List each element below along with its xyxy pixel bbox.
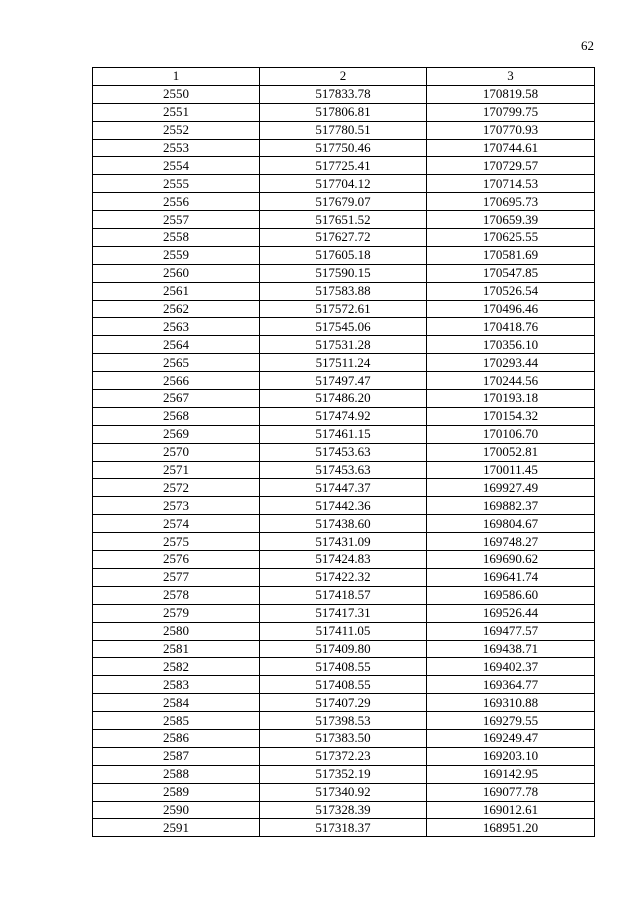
x-coordinate-cell: 517352.19 bbox=[260, 765, 427, 783]
x-coordinate-cell: 517431.09 bbox=[260, 533, 427, 551]
point-number-cell: 2585 bbox=[93, 712, 260, 730]
y-coordinate-cell: 170625.55 bbox=[427, 229, 595, 247]
point-number-cell: 2558 bbox=[93, 229, 260, 247]
x-coordinate-cell: 517651.52 bbox=[260, 211, 427, 229]
point-number-cell: 2578 bbox=[93, 586, 260, 604]
y-coordinate-cell: 170496.46 bbox=[427, 300, 595, 318]
x-coordinate-cell: 517398.53 bbox=[260, 712, 427, 730]
table-row bbox=[93, 604, 595, 622]
table-row bbox=[93, 390, 595, 408]
point-number-cell: 2559 bbox=[93, 246, 260, 264]
x-coordinate-cell: 517511.24 bbox=[260, 354, 427, 372]
table-row bbox=[93, 157, 595, 175]
table-row bbox=[93, 300, 595, 318]
x-coordinate-cell: 517328.39 bbox=[260, 801, 427, 819]
y-coordinate-cell: 169249.47 bbox=[427, 729, 595, 747]
table-row bbox=[93, 282, 595, 300]
x-coordinate-cell: 517572.61 bbox=[260, 300, 427, 318]
point-number-cell: 2557 bbox=[93, 211, 260, 229]
x-coordinate-cell: 517372.23 bbox=[260, 747, 427, 765]
table-row bbox=[93, 694, 595, 712]
x-coordinate-cell: 517725.41 bbox=[260, 157, 427, 175]
point-number-cell: 2583 bbox=[93, 676, 260, 694]
x-coordinate-cell: 517411.05 bbox=[260, 622, 427, 640]
column-header-3: 3 bbox=[427, 68, 595, 86]
y-coordinate-cell: 170799.75 bbox=[427, 103, 595, 121]
table-row bbox=[93, 461, 595, 479]
x-coordinate-cell: 517474.92 bbox=[260, 407, 427, 425]
table-row bbox=[93, 533, 595, 551]
x-coordinate-cell: 517318.37 bbox=[260, 819, 427, 837]
point-number-cell: 2569 bbox=[93, 425, 260, 443]
point-number-cell: 2564 bbox=[93, 336, 260, 354]
table-row bbox=[93, 801, 595, 819]
x-coordinate-cell: 517409.80 bbox=[260, 640, 427, 658]
y-coordinate-cell: 170695.73 bbox=[427, 193, 595, 211]
x-coordinate-cell: 517418.57 bbox=[260, 586, 427, 604]
point-number-cell: 2556 bbox=[93, 193, 260, 211]
x-coordinate-cell: 517679.07 bbox=[260, 193, 427, 211]
table-row bbox=[93, 747, 595, 765]
y-coordinate-cell: 169279.55 bbox=[427, 712, 595, 730]
table-row bbox=[93, 211, 595, 229]
point-number-cell: 2560 bbox=[93, 264, 260, 282]
y-coordinate-cell: 170052.81 bbox=[427, 443, 595, 461]
y-coordinate-cell: 169310.88 bbox=[427, 694, 595, 712]
point-number-cell: 2561 bbox=[93, 282, 260, 300]
point-number-cell: 2562 bbox=[93, 300, 260, 318]
table-row bbox=[93, 640, 595, 658]
x-coordinate-cell: 517417.31 bbox=[260, 604, 427, 622]
y-coordinate-cell: 169402.37 bbox=[427, 658, 595, 676]
point-number-cell: 2563 bbox=[93, 318, 260, 336]
y-coordinate-cell: 169077.78 bbox=[427, 783, 595, 801]
table-row bbox=[93, 193, 595, 211]
y-coordinate-cell: 170819.58 bbox=[427, 85, 595, 103]
y-coordinate-cell: 169927.49 bbox=[427, 479, 595, 497]
coordinates-table bbox=[92, 67, 595, 837]
x-coordinate-cell: 517590.15 bbox=[260, 264, 427, 282]
x-coordinate-cell: 517453.63 bbox=[260, 461, 427, 479]
point-number-cell: 2577 bbox=[93, 568, 260, 586]
x-coordinate-cell: 517531.28 bbox=[260, 336, 427, 354]
y-coordinate-cell: 170154.32 bbox=[427, 407, 595, 425]
point-number-cell: 2554 bbox=[93, 157, 260, 175]
table-row bbox=[93, 729, 595, 747]
y-coordinate-cell: 169203.10 bbox=[427, 747, 595, 765]
table-header-row bbox=[93, 68, 595, 86]
y-coordinate-cell: 170729.57 bbox=[427, 157, 595, 175]
point-number-cell: 2591 bbox=[93, 819, 260, 837]
table-row bbox=[93, 121, 595, 139]
x-coordinate-cell: 517383.50 bbox=[260, 729, 427, 747]
point-number-cell: 2565 bbox=[93, 354, 260, 372]
y-coordinate-cell: 170106.70 bbox=[427, 425, 595, 443]
table-row bbox=[93, 103, 595, 121]
point-number-cell: 2580 bbox=[93, 622, 260, 640]
table-row bbox=[93, 372, 595, 390]
table-row bbox=[93, 586, 595, 604]
x-coordinate-cell: 517486.20 bbox=[260, 390, 427, 408]
point-number-cell: 2584 bbox=[93, 694, 260, 712]
point-number-cell: 2567 bbox=[93, 390, 260, 408]
x-coordinate-cell: 517442.36 bbox=[260, 497, 427, 515]
point-number-cell: 2588 bbox=[93, 765, 260, 783]
y-coordinate-cell: 169012.61 bbox=[427, 801, 595, 819]
y-coordinate-cell: 169364.77 bbox=[427, 676, 595, 694]
point-number-cell: 2579 bbox=[93, 604, 260, 622]
table-row bbox=[93, 354, 595, 372]
table-row bbox=[93, 479, 595, 497]
table-row bbox=[93, 139, 595, 157]
x-coordinate-cell: 517408.55 bbox=[260, 658, 427, 676]
point-number-cell: 2551 bbox=[93, 103, 260, 121]
y-coordinate-cell: 170744.61 bbox=[427, 139, 595, 157]
point-number-cell: 2571 bbox=[93, 461, 260, 479]
point-number-cell: 2582 bbox=[93, 658, 260, 676]
y-coordinate-cell: 169804.67 bbox=[427, 515, 595, 533]
x-coordinate-cell: 517424.83 bbox=[260, 551, 427, 569]
y-coordinate-cell: 170770.93 bbox=[427, 121, 595, 139]
x-coordinate-cell: 517545.06 bbox=[260, 318, 427, 336]
point-number-cell: 2573 bbox=[93, 497, 260, 515]
x-coordinate-cell: 517497.47 bbox=[260, 372, 427, 390]
table-row bbox=[93, 246, 595, 264]
table-row bbox=[93, 622, 595, 640]
point-number-cell: 2586 bbox=[93, 729, 260, 747]
y-coordinate-cell: 170547.85 bbox=[427, 264, 595, 282]
y-coordinate-cell: 169690.62 bbox=[427, 551, 595, 569]
table-row bbox=[93, 175, 595, 193]
table-row bbox=[93, 783, 595, 801]
x-coordinate-cell: 517750.46 bbox=[260, 139, 427, 157]
x-coordinate-cell: 517422.32 bbox=[260, 568, 427, 586]
point-number-cell: 2552 bbox=[93, 121, 260, 139]
table-row bbox=[93, 318, 595, 336]
table-row bbox=[93, 712, 595, 730]
x-coordinate-cell: 517447.37 bbox=[260, 479, 427, 497]
y-coordinate-cell: 170293.44 bbox=[427, 354, 595, 372]
table-row bbox=[93, 443, 595, 461]
x-coordinate-cell: 517833.78 bbox=[260, 85, 427, 103]
page-number: 62 bbox=[581, 38, 594, 53]
point-number-cell: 2572 bbox=[93, 479, 260, 497]
y-coordinate-cell: 170011.45 bbox=[427, 461, 595, 479]
table-row bbox=[93, 658, 595, 676]
y-coordinate-cell: 169142.95 bbox=[427, 765, 595, 783]
y-coordinate-cell: 169748.27 bbox=[427, 533, 595, 551]
y-coordinate-cell: 170244.56 bbox=[427, 372, 595, 390]
point-number-cell: 2570 bbox=[93, 443, 260, 461]
y-coordinate-cell: 169526.44 bbox=[427, 604, 595, 622]
table-row bbox=[93, 819, 595, 837]
x-coordinate-cell: 517583.88 bbox=[260, 282, 427, 300]
x-coordinate-cell: 517704.12 bbox=[260, 175, 427, 193]
y-coordinate-cell: 170581.69 bbox=[427, 246, 595, 264]
point-number-cell: 2550 bbox=[93, 85, 260, 103]
x-coordinate-cell: 517438.60 bbox=[260, 515, 427, 533]
point-number-cell: 2568 bbox=[93, 407, 260, 425]
table-row bbox=[93, 407, 595, 425]
y-coordinate-cell: 170714.53 bbox=[427, 175, 595, 193]
y-coordinate-cell: 168951.20 bbox=[427, 819, 595, 837]
y-coordinate-cell: 169438.71 bbox=[427, 640, 595, 658]
table-row bbox=[93, 85, 595, 103]
y-coordinate-cell: 169641.74 bbox=[427, 568, 595, 586]
point-number-cell: 2587 bbox=[93, 747, 260, 765]
point-number-cell: 2581 bbox=[93, 640, 260, 658]
table-row bbox=[93, 765, 595, 783]
y-coordinate-cell: 170526.54 bbox=[427, 282, 595, 300]
table-row bbox=[93, 229, 595, 247]
table-row bbox=[93, 676, 595, 694]
table-row bbox=[93, 515, 595, 533]
x-coordinate-cell: 517605.18 bbox=[260, 246, 427, 264]
point-number-cell: 2574 bbox=[93, 515, 260, 533]
x-coordinate-cell: 517453.63 bbox=[260, 443, 427, 461]
y-coordinate-cell: 170193.18 bbox=[427, 390, 595, 408]
column-header-2: 2 bbox=[260, 68, 427, 86]
y-coordinate-cell: 169882.37 bbox=[427, 497, 595, 515]
point-number-cell: 2566 bbox=[93, 372, 260, 390]
table-row bbox=[93, 425, 595, 443]
x-coordinate-cell: 517461.15 bbox=[260, 425, 427, 443]
point-number-cell: 2590 bbox=[93, 801, 260, 819]
point-number-cell: 2589 bbox=[93, 783, 260, 801]
x-coordinate-cell: 517627.72 bbox=[260, 229, 427, 247]
y-coordinate-cell: 170418.76 bbox=[427, 318, 595, 336]
column-header-1: 1 bbox=[93, 68, 260, 86]
x-coordinate-cell: 517340.92 bbox=[260, 783, 427, 801]
x-coordinate-cell: 517780.51 bbox=[260, 121, 427, 139]
table-row bbox=[93, 336, 595, 354]
y-coordinate-cell: 169477.57 bbox=[427, 622, 595, 640]
point-number-cell: 2553 bbox=[93, 139, 260, 157]
point-number-cell: 2576 bbox=[93, 551, 260, 569]
table-row bbox=[93, 497, 595, 515]
x-coordinate-cell: 517407.29 bbox=[260, 694, 427, 712]
y-coordinate-cell: 169586.60 bbox=[427, 586, 595, 604]
x-coordinate-cell: 517408.55 bbox=[260, 676, 427, 694]
table-row bbox=[93, 551, 595, 569]
point-number-cell: 2555 bbox=[93, 175, 260, 193]
table-row bbox=[93, 568, 595, 586]
y-coordinate-cell: 170659.39 bbox=[427, 211, 595, 229]
table-body bbox=[93, 85, 595, 836]
x-coordinate-cell: 517806.81 bbox=[260, 103, 427, 121]
y-coordinate-cell: 170356.10 bbox=[427, 336, 595, 354]
table-row bbox=[93, 264, 595, 282]
point-number-cell: 2575 bbox=[93, 533, 260, 551]
